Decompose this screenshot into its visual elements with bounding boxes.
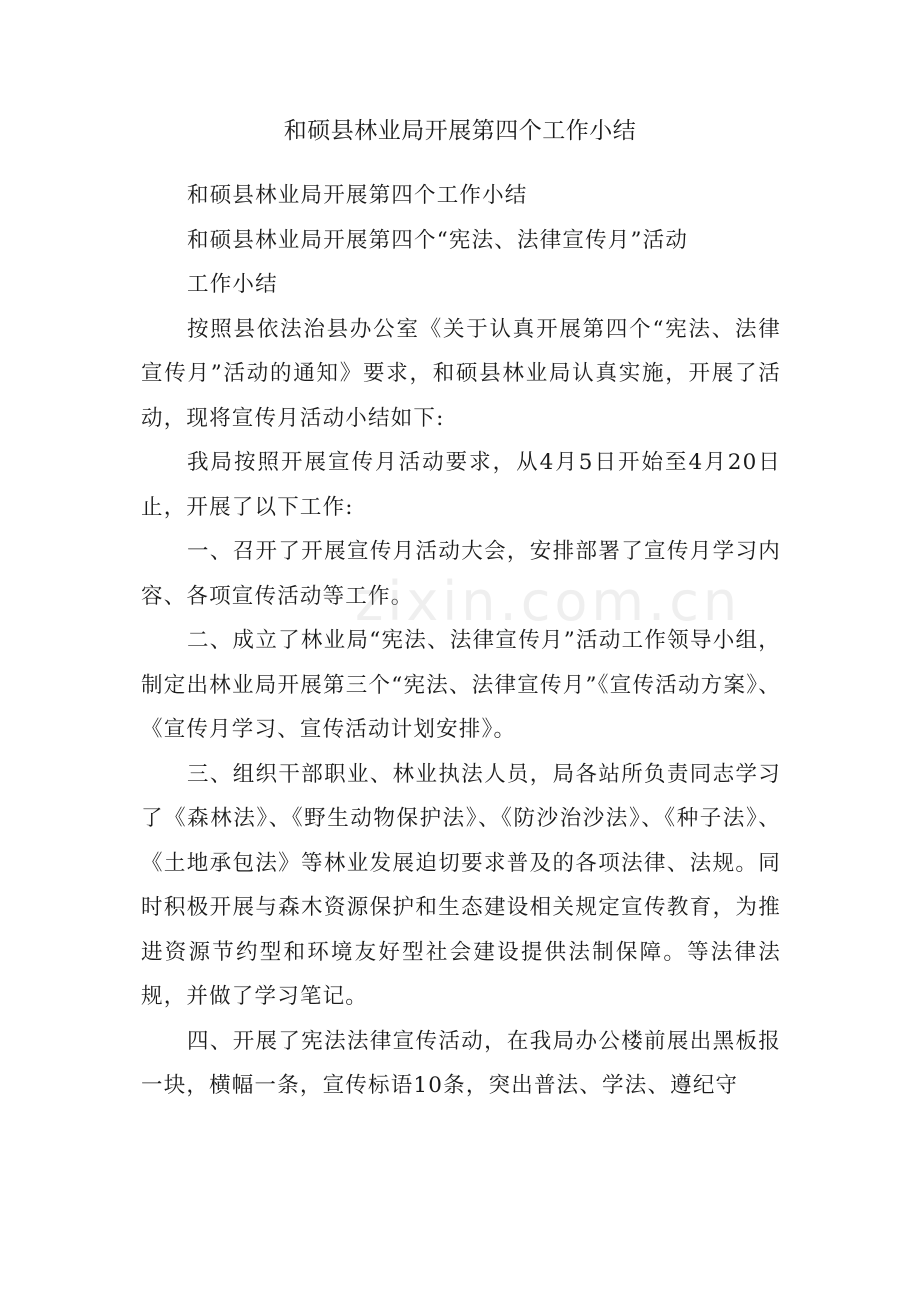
document-body xyxy=(141,174,781,1109)
paragraph: 二、成立了林业局“宪法、法律宣传月”活动工作领导小组，制定出林业局开展第三个“宪法、法律宣传月”《宣传活动方案》、《宣传月学习、宣传活动计划安排》。 xyxy=(141,628,781,742)
paragraph: 工作小结 xyxy=(187,272,278,297)
watermark: zixin.com.cn xyxy=(355,570,742,633)
paragraph: 我局按照开展宣传月活动要求，从4月5日开始至4月20日止，开展了以下工作: xyxy=(141,450,781,520)
paragraph: 按照县依法治县办公室《关于认真开展第四个“宪法、法律宣传月”活动的通知》要求，和硕县林业局认真实施，开展了活动，现将宣传月活动小结如下: xyxy=(141,316,781,431)
paragraph: 四、开展了宪法法律宣传活动，在我局办公楼前展出黑板报一块，横幅一条，宣传标语10条，突出普法、学法、遵纪守 xyxy=(141,1028,781,1098)
document-title: 和硕县林业局开展第四个工作小结 xyxy=(283,118,637,144)
paragraph: 和硕县林业局开展第四个“宪法、法律宣传月”活动 xyxy=(187,227,689,253)
paragraph: 和硕县林业局开展第四个工作小结 xyxy=(187,183,528,208)
paragraph: 三、组织干部职业、林业执法人员，局各站所负责同志学习了《森林法》、《野生动物保护法》、《防沙治沙法》、《种子法》、《土地承包法》等林业发展迫切要求普及的各项法律、法规。同时积极开展与森木资源保护和生态建设相关规定宣传教育，为推进资源节约型和环境友好型社会建设提供法制保障。等法律法规，并做了学习笔记。 xyxy=(141,761,781,1009)
paragraph: 一、召开了开展宣传月活动大会，安排部署了宣传月学习内容、各项宣传活动等工作。 xyxy=(141,539,781,609)
